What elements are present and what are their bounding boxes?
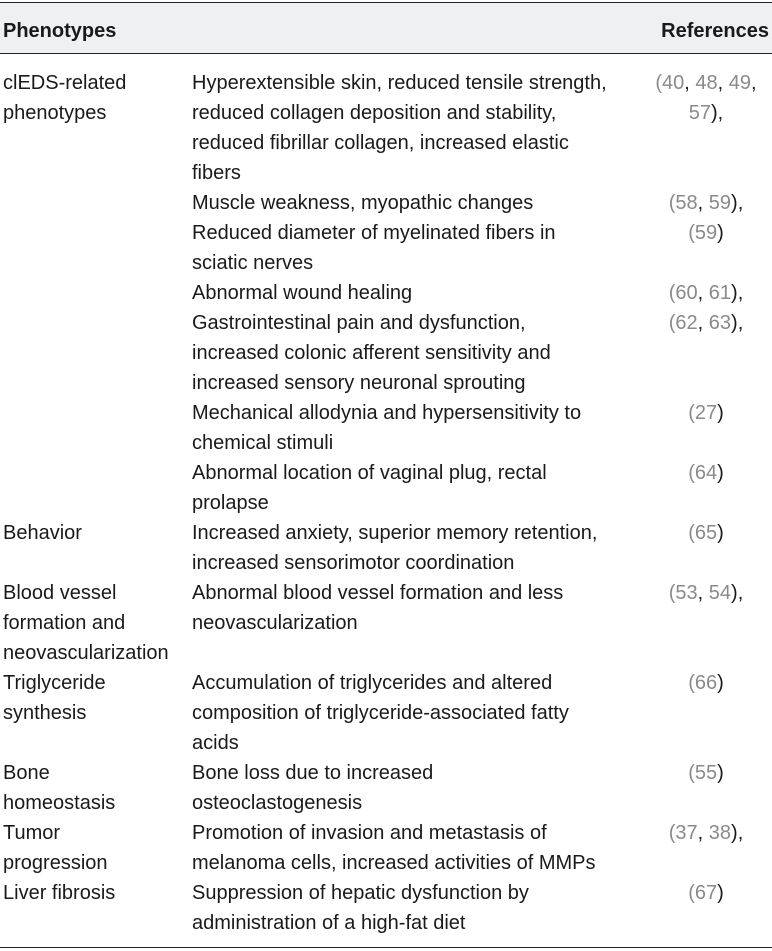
- bottom-rule: [0, 947, 772, 948]
- ref-open-paren: (: [668, 582, 676, 604]
- reference-link[interactable]: 59: [694, 222, 718, 244]
- ref-close-paren: ),: [731, 312, 744, 334]
- reference-link[interactable]: 48: [695, 72, 718, 94]
- ref-close-paren: ): [717, 462, 724, 484]
- references-cell: [640, 518, 772, 548]
- phenotype-description: Hyperextensible skin, reduced tensile strength, reduced collagen deposition and stability, reduced fibrillar collagen, increased elastic fibers: [192, 72, 607, 184]
- reference-link[interactable]: 40: [662, 72, 685, 94]
- reference-link[interactable]: 27: [694, 402, 718, 424]
- reference-link[interactable]: 59: [708, 192, 732, 214]
- ref-close-paren: ),: [731, 282, 744, 304]
- phenotype-category: Liver fibrosis: [3, 882, 116, 904]
- reference-link[interactable]: 53: [675, 582, 698, 604]
- references-cell: [640, 668, 772, 698]
- reference-link[interactable]: 49: [728, 72, 752, 94]
- phenotype-category: Bone homeostasis: [3, 762, 116, 814]
- reference-link[interactable]: 38: [708, 822, 732, 844]
- column-header-phenotypes: Phenotypes: [3, 20, 117, 42]
- references-cell: (37, 38),: [668, 822, 744, 844]
- references-cell: (58, 59),: [668, 192, 744, 214]
- references-cell: (53, 54),: [668, 582, 744, 604]
- column-header-references: References: [661, 20, 769, 42]
- ref-open-paren: (: [668, 822, 676, 844]
- ref-open-paren: (: [688, 672, 695, 694]
- ref-close-paren: ),: [731, 582, 744, 604]
- ref-open-paren: (: [668, 192, 676, 214]
- reference-link[interactable]: 55: [694, 762, 718, 784]
- references-cell: [640, 218, 772, 248]
- phenotype-description: Reduced diameter of myelinated fibers in sciatic nerves: [192, 222, 556, 274]
- ref-close-paren: ): [717, 672, 724, 694]
- ref-close-paren: ),: [711, 102, 724, 124]
- phenotype-description: Suppression of hepatic dysfunction by administration of a high-fat diet: [192, 882, 529, 934]
- reference-link[interactable]: 60: [675, 282, 698, 304]
- phenotype-category: Blood vessel formation and neovascularization: [3, 582, 169, 664]
- reference-link[interactable]: 58: [675, 192, 698, 214]
- phenotype-category: Tumor progression: [3, 822, 108, 874]
- ref-close-paren: ): [717, 882, 724, 904]
- reference-link[interactable]: 63: [708, 312, 732, 334]
- phenotype-description: Abnormal blood vessel formation and less neovascularization: [192, 582, 564, 634]
- phenotype-description: Bone loss due to increased osteoclastogenesis: [192, 762, 434, 814]
- ref-close-paren: ): [717, 762, 724, 784]
- ref-open-paren: (: [688, 402, 695, 424]
- ref-open-paren: (: [668, 312, 676, 334]
- ref-open-paren: (: [688, 522, 695, 544]
- references-cell: [640, 758, 772, 788]
- table-header: [0, 2, 772, 53]
- ref-close-paren: ): [717, 222, 724, 244]
- reference-link[interactable]: 62: [675, 312, 698, 334]
- references-cell: (62, 63),: [668, 312, 744, 334]
- references-cell: [640, 458, 772, 488]
- ref-open-paren: (: [688, 462, 695, 484]
- ref-open-paren: (: [655, 72, 663, 94]
- ref-open-paren: (: [668, 282, 676, 304]
- phenotype-category: Triglyceride synthesis: [3, 672, 106, 724]
- reference-link[interactable]: 67: [694, 882, 718, 904]
- phenotype-description: Accumulation of triglycerides and altered composition of triglyceride-associated fatty acids: [192, 672, 569, 754]
- phenotype-description: Abnormal wound healing: [192, 282, 413, 304]
- ref-open-paren: (: [688, 222, 695, 244]
- ref-close-paren: ): [717, 402, 724, 424]
- header-rule: [0, 53, 772, 54]
- ref-open-paren: (: [688, 762, 695, 784]
- top-rule: [0, 2, 772, 3]
- reference-link[interactable]: 64: [694, 462, 718, 484]
- phenotype-description: Abnormal location of vaginal plug, rectal prolapse: [192, 462, 547, 514]
- reference-link[interactable]: 65: [694, 522, 718, 544]
- reference-link[interactable]: 61: [708, 282, 732, 304]
- references-cell: [640, 878, 772, 908]
- reference-link[interactable]: 57: [688, 102, 712, 124]
- ref-close-paren: ),: [731, 192, 744, 214]
- references-cell: (60, 61),: [668, 282, 744, 304]
- ref-close-paren: ): [717, 522, 724, 544]
- ref-open-paren: (: [688, 882, 695, 904]
- phenotype-category: clEDS-related phenotypes: [3, 72, 127, 124]
- phenotype-description: Mechanical allodynia and hypersensitivity to chemical stimuli: [192, 402, 582, 454]
- reference-link[interactable]: 66: [694, 672, 718, 694]
- references-cell: [640, 398, 772, 428]
- reference-link[interactable]: 37: [675, 822, 698, 844]
- phenotype-description: Promotion of invasion and metastasis of melanoma cells, increased activities of MMPs: [192, 822, 596, 874]
- phenotype-description: Gastrointestinal pain and dysfunction, increased colonic afferent sensitivity and increased sensory neuronal sprouting: [192, 312, 551, 394]
- references-cell: (40, 48, 49, 57),: [655, 72, 757, 124]
- phenotype-category: Behavior: [3, 522, 82, 544]
- phenotype-description: Increased anxiety, superior memory retention, increased sensorimotor coordination: [192, 522, 598, 574]
- ref-close-paren: ),: [731, 822, 744, 844]
- reference-link[interactable]: 54: [708, 582, 732, 604]
- phenotype-description: Muscle weakness, myopathic changes: [192, 192, 534, 214]
